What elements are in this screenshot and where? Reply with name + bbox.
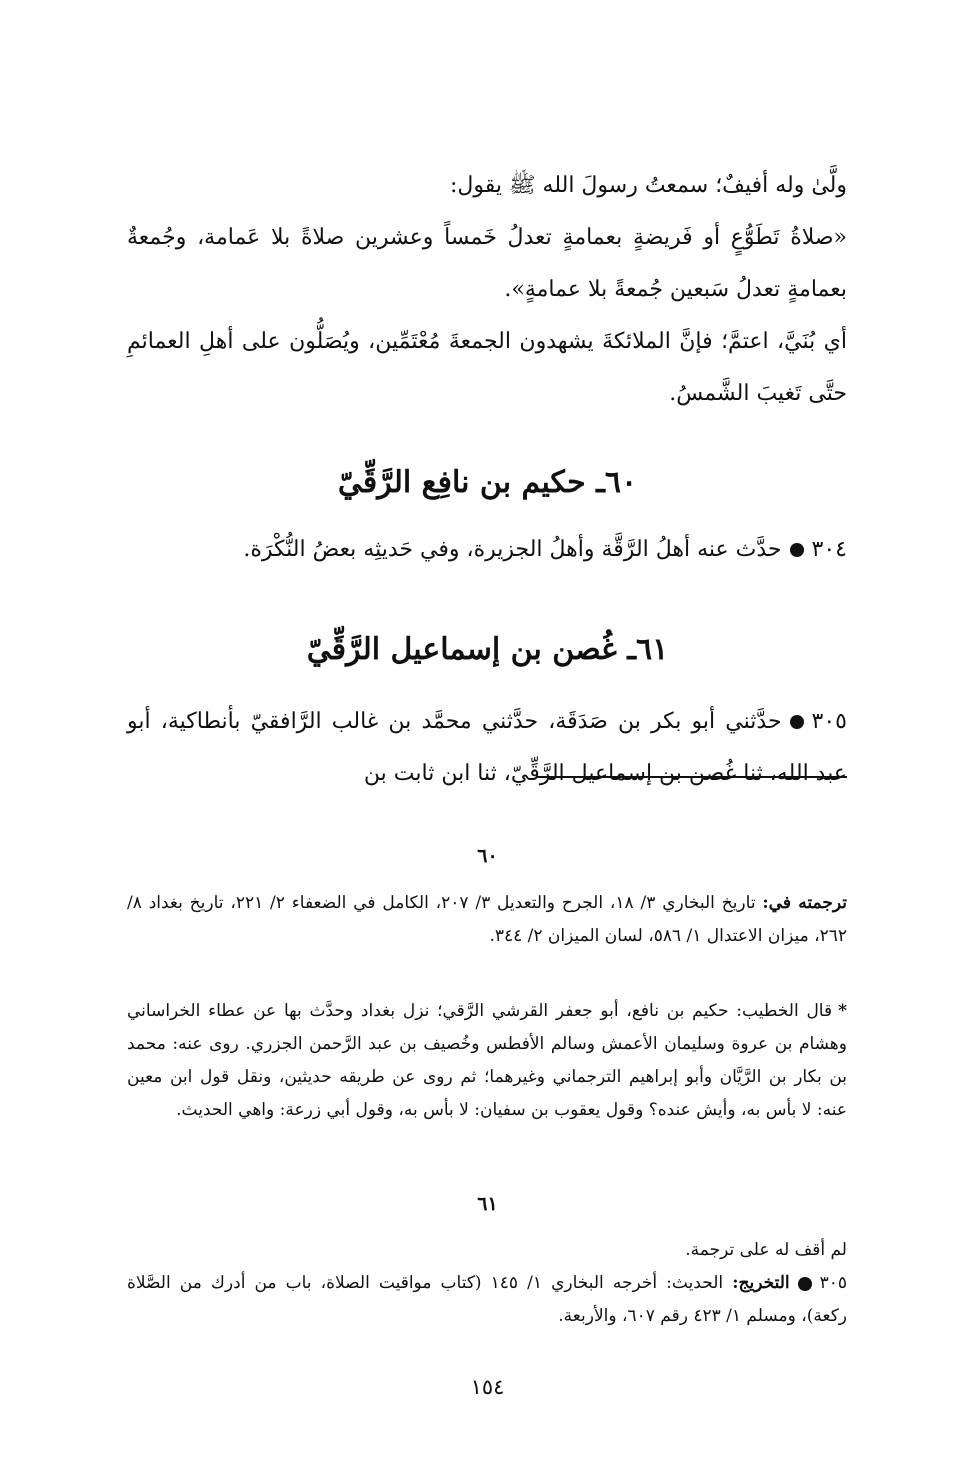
page-number: ١٥٤ [470,1375,505,1399]
footnote-label: التخريج: [732,1273,790,1293]
entry-number: ٣٠٤ [811,537,847,562]
paragraph-hadith-quote: «صلاةُ تَطَوُّعٍ أو فَريضةٍ بعمامةٍ تعدلُ خَمساً وعشرين صلاةً بلا عَمامة، وجُمعةٌ بعمامةٍ تعدلُ سَبعين جُمعةً بلا عمامةٍ». [127,225,847,302]
footnote-61-text: لم أقف له على ترجمة. [685,1240,847,1260]
entry-text: حدَّث عنه أهلُ الرَّقَّة وأهلُ الجزيرة، وفي حَديثِه بعضُ النُّكْرَة. [243,537,782,562]
footnote-number-60: ٦٠ [477,845,498,867]
section-heading-60: ٦٠ـ حكيم بن نافِع الرَّقِّيّ [337,465,638,500]
bullet-icon [790,715,804,729]
section-heading-61: ٦١ـ غُصن بن إسماعيل الرَّقِّيّ [306,632,669,667]
bullet-icon [798,1277,812,1291]
footnote-divider [537,776,847,778]
asterisk-icon: * [838,1001,847,1021]
entry-text: حدَّثني أبو بكر بن صَدَقَة، حدَّثني محمَّد بن غالب الرَّافقيّ بأنطاكية، أبو عبد الله، ثنا غُصن بن إسماعيل الرَّقِّيّ، ثنا ابن ثابت بن [127,709,847,786]
entry-number: ٣٠٥ [811,709,847,734]
entry-304 [127,524,847,576]
footnote-text: تاريخ البخاري ٣/ ١٨، الجرح والتعديل ٣/ ٢٠٧، الكامل في الضعفاء ٢/ ٢٢١، تاريخ بغداد ٨/ ٢٦٢، ميزان الاعتدال ١/ ٥٨٦، لسان الميزان ٢/ ٣٤٤. [127,893,847,946]
footnote-number-61: ٦١ [477,1193,498,1215]
bullet-icon [790,543,804,557]
footnote-note-text: قال الخطيب: حكيم بن نافع، أبو جعفر القرشي الرَّقي؛ نزل بغداد وحدَّث بها عن عطاء الخراساني وهشام بن عروة وسليمان الأعمش وسالم الأفطس وخُصيف بن عبد الرَّحمن الجزري. روى عنه: محمد بن بكار بن الرَّيَّان وأبو إبراهيم الترجماني وغيرهما؛ ثم روى عن طريقه حديثين، ونقل قول ابن معين عنه: لا بأس به، وأيش عنده؟ وقول يعقوب بن سفيان: لا بأس به، وقول أبي زرعة: واهي الحديث. [127,1001,847,1120]
paragraph-intro: ولَّىٰ وله أفيفٌ؛ سمعتُ رسولَ الله ﷺ يقول: [449,173,847,198]
entry-number: ٣٠٥ [819,1273,848,1293]
entry-305 [127,696,847,800]
footnote-60-sources [127,887,847,953]
paragraph-explanation: أي بُنَيَّ، اعتمَّ؛ فإنَّ الملائكةَ يشهدون الجمعةَ مُعْتَمِّين، ويُصَلُّون على أهلِ العمائمِ حتَّى تَغيبَ الشَّمسُ. [127,329,847,406]
footnote-label: ترجمته في: [762,893,847,913]
footnote-305-takhrij [127,1267,847,1333]
footnote-takhrij-text: الحديث: أخرجه البخاري ١/ ١٤٥ (كتاب مواقيت الصلاة، باب من أدرك من الصَّلاة ركعة)، ومسلم ١/ ٤٢٣ رقم ٦٠٧، والأربعة. [127,1273,847,1326]
footnote-60-note [127,995,847,1127]
